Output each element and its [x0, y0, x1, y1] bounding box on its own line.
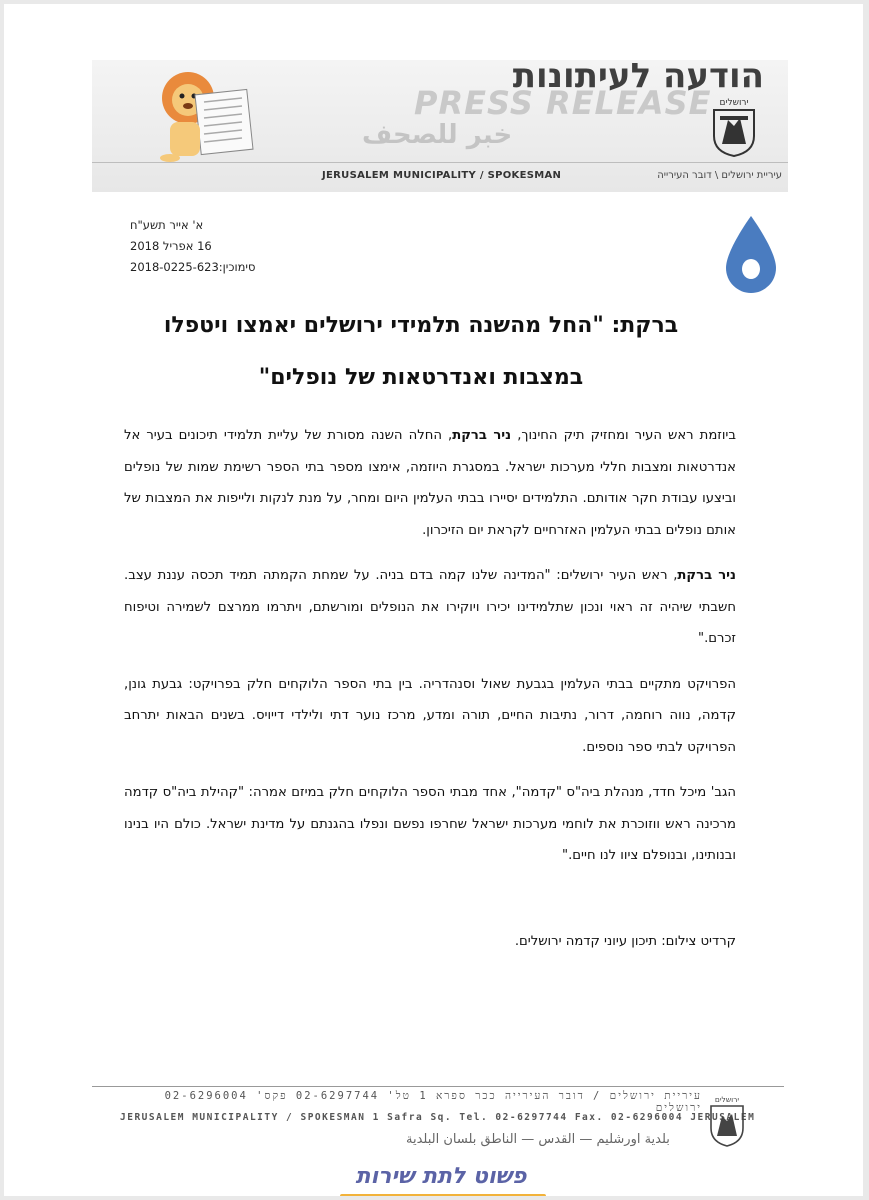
- svg-text:ירושלים: ירושלים: [719, 98, 749, 108]
- mayor-name-quote: ניר ברקת: [677, 568, 736, 583]
- article-body: [124, 420, 736, 886]
- hebrew-org-label: עיריית ירושלים \ דובר העירייה: [657, 170, 782, 181]
- footer-crest-icon: [707, 1094, 747, 1150]
- footer-arabic-line: بلدية اورشليم — القدس — الناطق بلسان البلدية: [406, 1132, 670, 1147]
- mayor-name: ניר ברקת: [452, 428, 512, 443]
- slogan: פשוט לתת שירות: [355, 1164, 527, 1189]
- slogan-underline: [340, 1194, 546, 1196]
- jerusalem-crest-icon: [708, 96, 760, 158]
- hebrew-date: א' אייר תשע"ח: [130, 218, 204, 232]
- headline-line-1: ברקת: "החל מהשנה תלמידי ירושלים יאמצו ויטפלו: [163, 313, 679, 338]
- headline-line-2: במצבות ואנדרטאות של נופלים": [258, 365, 584, 390]
- paragraph-4: הגב' מיכל חדד, מנהלת ביה"ס "קדמה", אחד מבתי הספר הלוקחים חלק במיזם אמרה: "קהילת ביה"ס קדמה מרכינה ראש ווזוכרת את לוחמי מערכות ישראל שחרפו נפשם ונפלו בהגנתם על מדינת ישראל. כולם היו בנינו ובנותינו, ובנופלם ציוו לנו חיים.": [124, 785, 736, 863]
- paragraph-2: [124, 560, 736, 655]
- press-release-title: PRESS RELEASE: [414, 84, 712, 122]
- paragraph-1: [124, 420, 736, 546]
- footer-divider: [92, 1086, 784, 1087]
- hebrew-title: הודעה לעיתונות: [512, 56, 764, 96]
- press-release-page: [4, 4, 863, 1196]
- paragraph-3: הפרויקט מתקיים בבתי העלמין בגבעת שאול וסנהדריה. בין בתי הספר הלוקחים חלק בפרויקט: גבעת גונן, קדמה, נווה רוחמה, דרור, נתיבות החיים, תורה ומדע, מרכז נוער דתי ולילדי דייויס. בשנים הבאות יתרחב הפרויקט לבתי ספר נוספים.: [124, 676, 736, 755]
- photo-credit: קרדיט צילום: תיכון עיוני קדמה ירושלים.: [514, 934, 736, 949]
- svg-text:ירושלים: ירושלים: [714, 1095, 740, 1104]
- reference-number: סימוכין:2018-0225-623: [130, 260, 256, 274]
- paragraph-2-text: , ראש העיר ירושלים: "המדינה שלנו קמה בדם בניה. על שמחת הקמתה תמיד תכסה עננת עצב. חשבתי שיהיה זה ראוי ונכון שתלמידינו יכירו ויוקירו את הנופלים ומורשתם, ויתרמו ממרצם לשמירה וטיפוח זכרם.": [124, 568, 736, 646]
- english-org-label: JERUSALEM MUNICIPALITY / SPOKESMAN: [322, 170, 562, 181]
- footer-english-address: JERUSALEM MUNICIPALITY / SPOKESMAN 1 Safra Sq. Tel. 02-6297744 Fax. 02-6296004 JERUSALEM: [120, 1112, 756, 1123]
- headline: [104, 300, 738, 404]
- paragraph-1-text: , החלה השנה מסורת של עליית תלמידי תיכונים בעיר אל אנדרטאות ומצבות חללי מערכות ישראל. במסגרת היוזמה, אימצו מספר בתי הספר רשימת שמות של נופלים וביצעו עבודת חקר אודותם. התלמידים יסיירו בבתי העלמין היום ומחר, על מנת לנקות ולייפות את המצבות של אותם נופלים בבתי העלמין האזרחיים לקראת יום הזיכרון.: [124, 428, 736, 538]
- water-drop-icon: [722, 214, 780, 296]
- lion-newspaper-icon: [140, 62, 260, 162]
- header-banner: [92, 56, 788, 192]
- banner-divider: [92, 162, 788, 163]
- gregorian-date: 16 אפריל 2018: [130, 239, 212, 253]
- paragraph-1-intro: ביוזמת ראש העיר ומחזיק תיק החינוך,: [511, 428, 737, 443]
- arabic-title: خبر للصحف: [362, 120, 513, 150]
- document-meta: [130, 218, 390, 281]
- footer-hebrew-address: עיריית ירושלים / דובר העירייה ככר ספרא 1 טל' 02-6297744 פקס' 02-6296004 ירושלים: [164, 1090, 702, 1114]
